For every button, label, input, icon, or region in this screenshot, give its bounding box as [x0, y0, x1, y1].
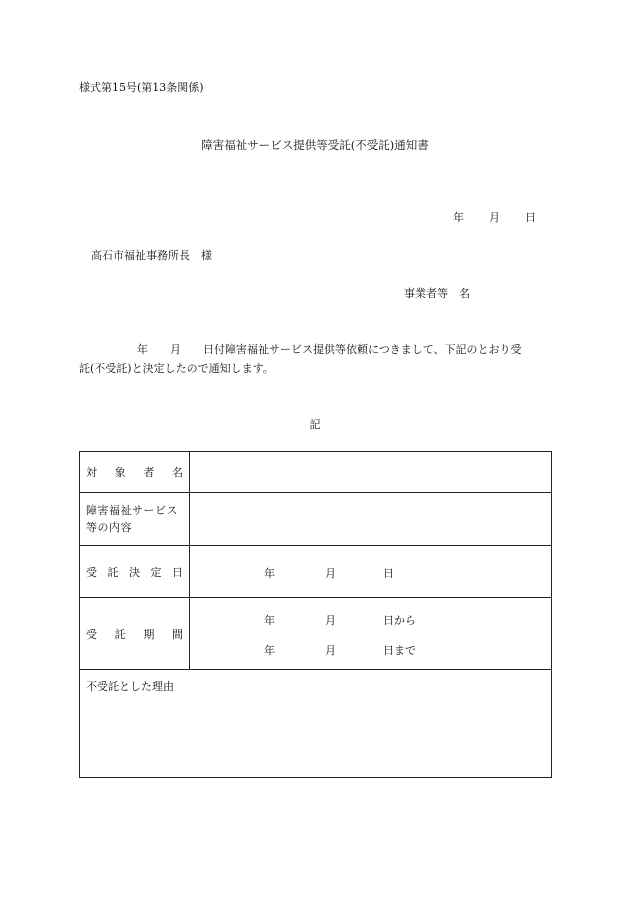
form-number: 様式第15号(第13条関係) [79, 81, 204, 94]
date-day: 日 [525, 211, 536, 224]
date-month: 月 [489, 211, 500, 224]
date-year: 年 [453, 211, 464, 224]
date-line [453, 211, 536, 225]
reason-label: 不受託とした理由 [86, 680, 174, 693]
table-row-reason [80, 670, 552, 778]
reason-cell[interactable] [80, 670, 552, 778]
decision-date-value-cell[interactable]: 年 月 日 [190, 546, 552, 598]
target-person-label: 対 象 者 名 [80, 452, 190, 493]
body-text-line-2: 託(不受託)と決定したので通知します。 [79, 362, 274, 375]
service-content-value-cell[interactable] [190, 493, 552, 546]
details-table [79, 451, 552, 778]
table-row-decision-date [80, 546, 552, 598]
service-content-label: 障害福祉サービス等の内容 [80, 493, 190, 546]
table-row-service [80, 493, 552, 546]
body-text-line-1: 年 月 日付障害福祉サービス提供等依頼につきまして、下記のとおり受 [137, 343, 522, 356]
decision-date-label: 受 託 決 定 日 [80, 546, 190, 598]
ki-heading: 記 [309, 418, 321, 431]
table-row-period [80, 598, 552, 670]
period-value-cell[interactable]: 年 月 日から 年 月 日まで [190, 598, 552, 670]
target-person-value-cell[interactable] [190, 452, 552, 493]
addressee: 高石市福祉事務所長 様 [91, 249, 212, 262]
table-row-target-person [80, 452, 552, 493]
document-title: 障害福祉サービス提供等受託(不受託)通知書 [201, 138, 429, 152]
operator-name-line: 事業者等 名 [404, 287, 470, 300]
period-label: 受 託 期 間 [80, 598, 190, 670]
